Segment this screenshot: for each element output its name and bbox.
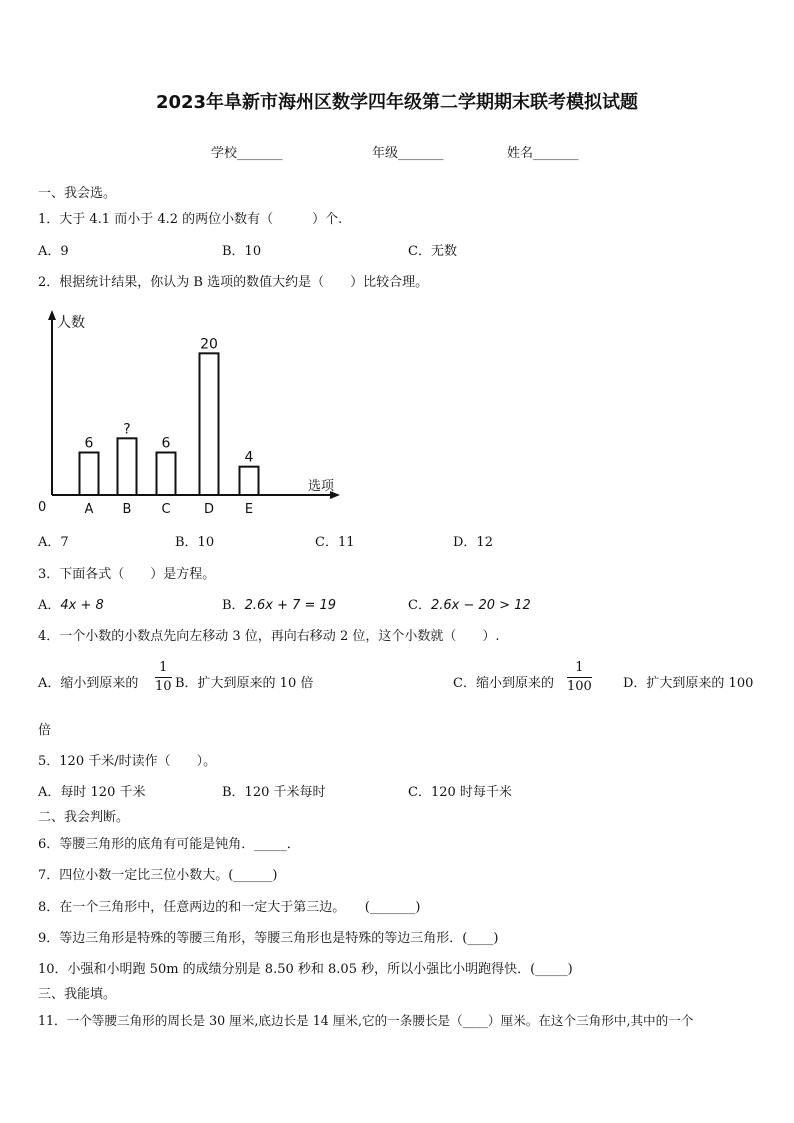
option-a-expression: 4x + 8 (60, 598, 104, 613)
fraction-denominator: 10 (155, 679, 172, 694)
option-b-label: B． (222, 598, 245, 613)
question-11: 11．一个等腰三角形的周长是 30 厘米,底边长是 14 厘米,它的一条腰长是（____）厘米。在这个三角形中,其中的一个 (38, 1013, 694, 1028)
bar-chart (30, 305, 360, 520)
fraction-denominator: 100 (567, 679, 592, 694)
question-1-option-c: C．无数 (408, 244, 457, 259)
section-2-heading: 二、我会判断。 (38, 810, 130, 825)
category-label: C (161, 502, 171, 517)
question-2-option-c: C．11 (315, 535, 355, 550)
origin-label: 0 (38, 500, 47, 515)
bar-value-label: 6 (84, 435, 94, 452)
section-3-heading: 三、我能填。 (38, 987, 117, 1002)
question-5-stem: 5．120 千米/时读作（ ）。 (38, 754, 217, 769)
bar-value-label: 20 (200, 336, 218, 353)
question-10: 10．小强和小明跑 50m 的成绩分别是 8.50 秒和 8.05 秒，所以小强比小明跑得快．(_____) (38, 962, 573, 977)
option-b-expression: 2.6x + 7 = 19 (244, 598, 337, 613)
bar-C (157, 453, 176, 496)
category-label: A (84, 502, 94, 517)
section-1-heading: 一、我会选。 (38, 186, 117, 201)
school-field: 学校_______ (211, 146, 283, 161)
bar-E (240, 467, 259, 495)
y-axis-arrow (48, 310, 56, 320)
bar-value-label: 6 (161, 435, 171, 452)
question-2-option-b: B．10 (175, 535, 215, 550)
category-label: E (244, 502, 254, 517)
page-title: 2023年阜新市海州区数学四年级第二学期期末联考模拟试题 (155, 92, 639, 113)
question-5-option-b: B．120 千米每时 (222, 785, 326, 800)
bar-value-label: 4 (244, 449, 254, 466)
question-7: 7．四位小数一定比三位小数大。(______) (38, 868, 278, 883)
bar-D (200, 353, 219, 495)
option-a-label: A． (38, 598, 61, 613)
bar-B (118, 438, 137, 495)
y-axis-label: 人数 (57, 315, 85, 331)
question-2-option-d: D．12 (453, 535, 493, 550)
bar-A (80, 453, 99, 496)
fraction-bar (155, 677, 172, 678)
question-2-option-a: A．7 (38, 535, 69, 550)
question-9: 9．等边三角形是特殊的等腰三角形，等腰三角形也是特殊的等边三角形．(____) (38, 931, 499, 946)
question-1-option-b: B．10 (222, 244, 262, 259)
question-4-option-a-text: A．缩小到原来的 (38, 676, 139, 691)
category-label: D (203, 502, 215, 517)
fraction-bar (567, 677, 592, 678)
x-axis-label: 选项 (308, 479, 335, 494)
question-4-option-d: D．扩大到原来的 100 (623, 676, 754, 691)
fraction-one-hundredth (567, 660, 592, 695)
question-3-stem: 3．下面各式（ ）是方程。 (38, 567, 216, 582)
question-5-option-a: A．每时 120 千米 (38, 785, 146, 800)
grade-field: 年级_______ (372, 146, 444, 161)
question-8: 8．在一个三角形中，任意两边的和一定大于第三边。 (_______) (38, 900, 421, 915)
question-4-option-c-text: C．缩小到原来的 (453, 676, 554, 691)
question-4-stem: 4．一个小数的小数点先向左移动 3 位，再向右移动 2 位，这个小数就（ ）. (38, 629, 500, 644)
bar-value-label: ? (123, 421, 131, 438)
question-2-stem: 2．根据统计结果，你认为 B 选项的数值大约是（ ）比较合理。 (38, 275, 429, 290)
question-1-option-a: A．9 (38, 244, 69, 259)
category-label: B (122, 502, 132, 517)
question-5-option-c: C．120 时每千米 (408, 785, 512, 800)
question-1-stem: 1．大于 4.1 而小于 4.2 的两位小数有（ ）个. (38, 212, 343, 227)
question-3-option-b (222, 594, 336, 613)
option-c-label: C． (408, 598, 431, 613)
question-3-option-c (408, 594, 531, 613)
fraction-numerator: 1 (159, 660, 168, 675)
option-c-expression: 2.6x − 20 > 12 (430, 598, 531, 613)
fraction-one-tenth (155, 660, 172, 695)
question-4-option-d-continued: 倍 (38, 723, 52, 738)
question-4-option-b: B．扩大到原来的 10 倍 (175, 676, 314, 691)
name-field: 姓名_______ (507, 146, 579, 161)
question-3-option-a (38, 594, 104, 613)
question-6: 6．等腰三角形的底角有可能是钝角．_____． (38, 837, 300, 852)
fraction-numerator: 1 (575, 660, 584, 675)
